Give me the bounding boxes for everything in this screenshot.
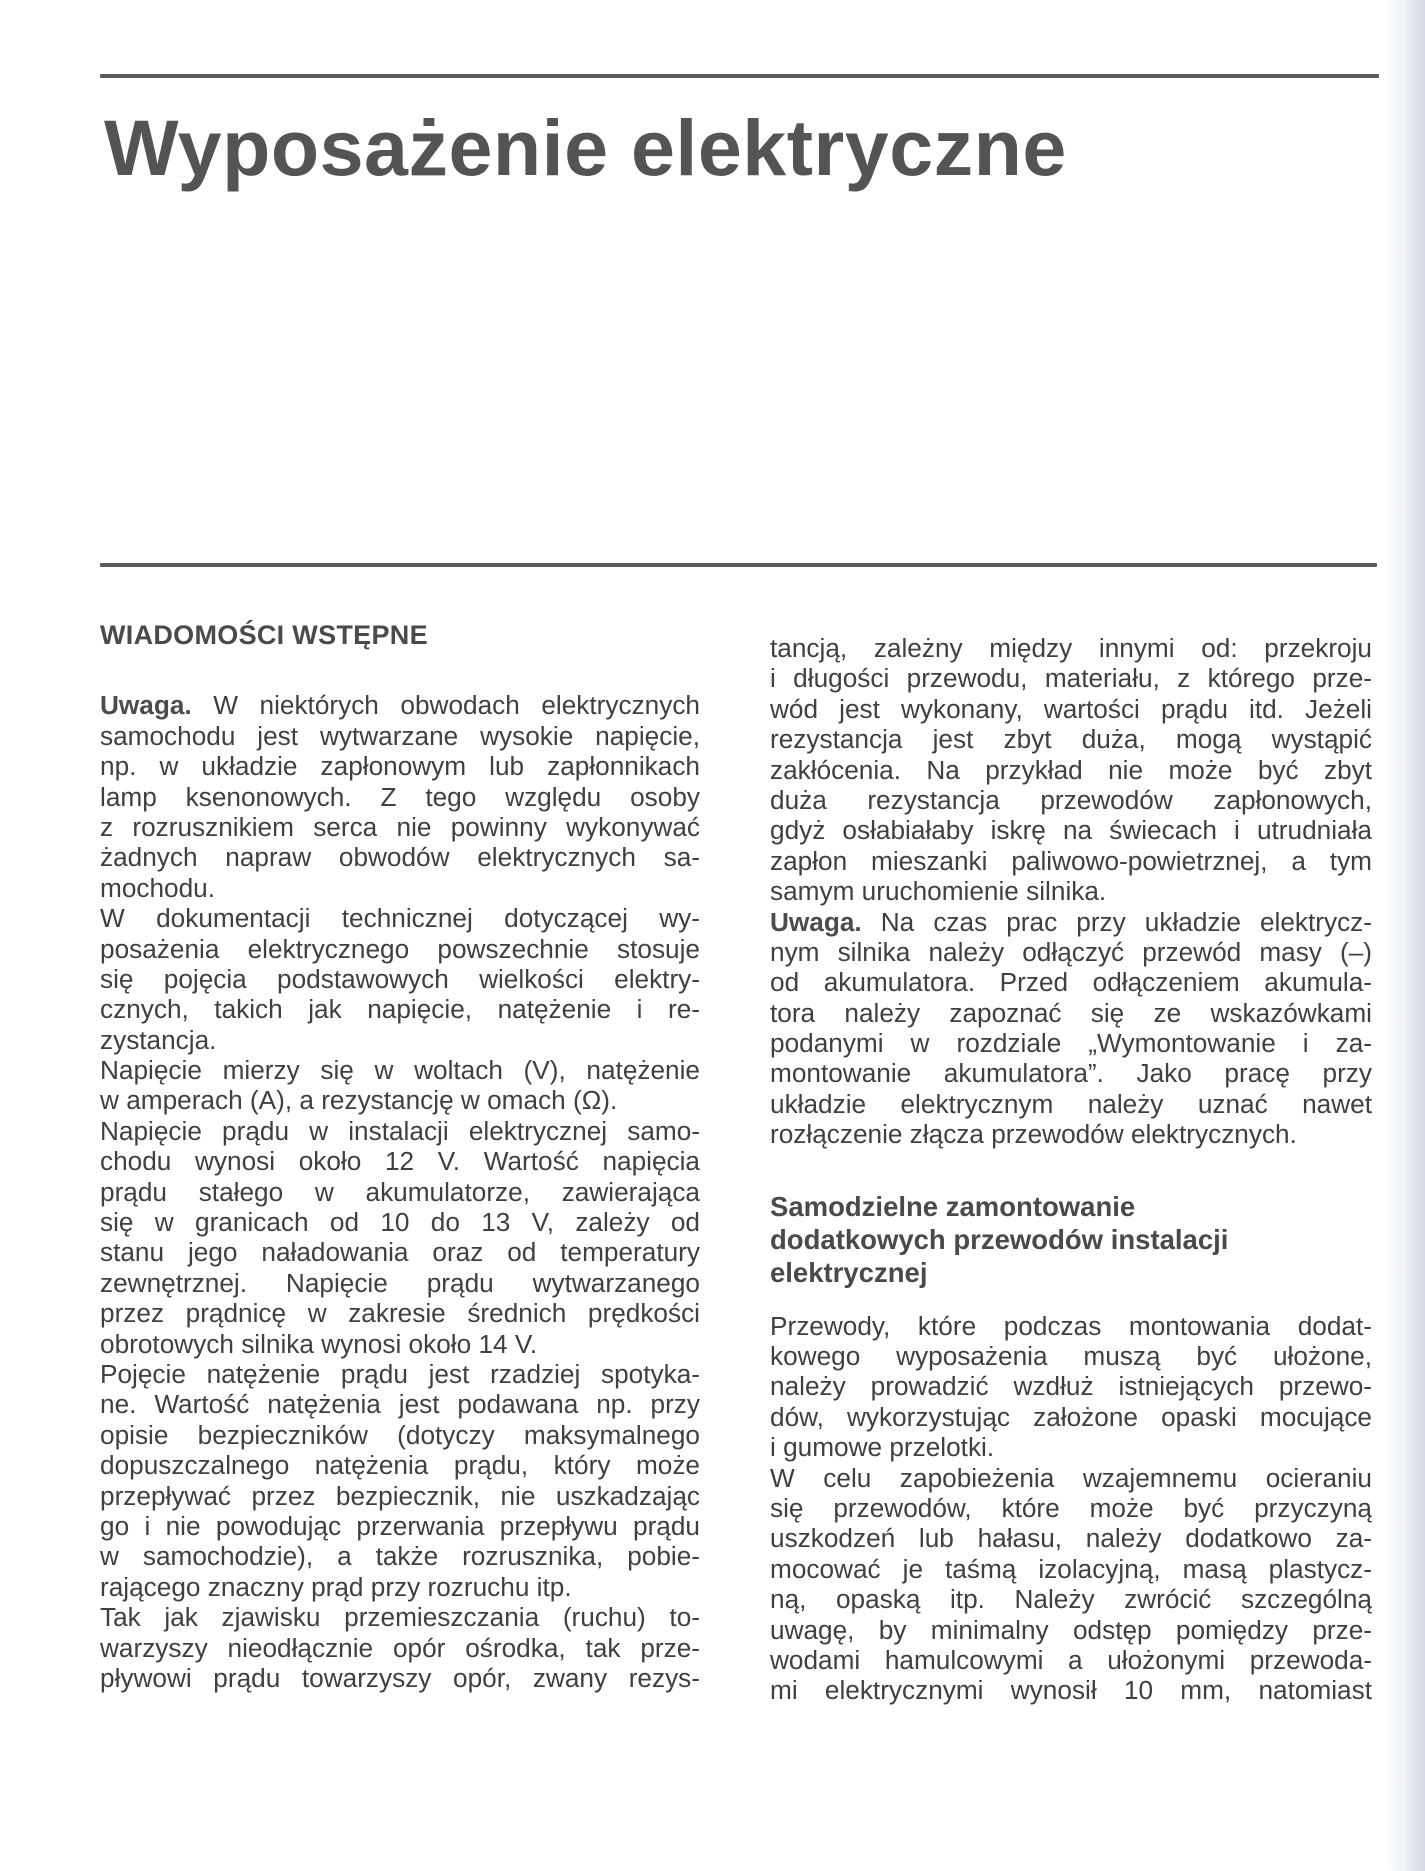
line-text: przepływać przez bezpiecznik, nie uszkadzając xyxy=(100,1480,700,1511)
line-text: żadnych napraw obwodów elektrycznych sa- xyxy=(100,842,700,873)
line-text: tancją, zależny między innymi od: przekroju xyxy=(770,633,1372,663)
warning-label: Uwaga. xyxy=(770,906,862,937)
right-text-column xyxy=(770,633,1372,1706)
line-text: z rozrusznikiem serca nie powinny wykonywać xyxy=(100,811,700,842)
line-text: układzie elektrycznym należy uznać nawet xyxy=(770,1088,1372,1119)
text-line xyxy=(770,633,1372,663)
line-text: warzyszy nieodłącznie opór ośrodka, tak prze- xyxy=(100,1632,700,1663)
section-heading: WIADOMOŚCI WSTĘPNE xyxy=(100,620,428,650)
line-text: W niektórych obwodach elektrycznych xyxy=(191,690,700,721)
line-text: prądu stałego w akumulatorze, zawierająca xyxy=(100,1176,700,1207)
text-line xyxy=(770,724,1372,754)
line-text: zewnętrznej. Napięcie prądu wytwarzanego xyxy=(100,1267,700,1298)
line-text: mi elektrycznymi wynosił 10 mm, natomiast xyxy=(770,1675,1372,1706)
line-text: samym uruchomienie silnika. xyxy=(770,876,1107,907)
text-line xyxy=(770,846,1372,876)
line-text: montowanie akumulatora”. Jako pracę przy xyxy=(770,1058,1372,1089)
text-line xyxy=(770,1523,1372,1553)
text-line xyxy=(770,663,1372,693)
text-line xyxy=(770,1058,1372,1088)
line-text: lamp ksenonowych. Z tego względu osoby xyxy=(100,781,700,812)
line-text: zapłon mieszanki paliwowo-powietrznej, a tym xyxy=(770,845,1372,876)
text-line xyxy=(770,785,1372,815)
line-text: Napięcie mierzy się w woltach (V), natężenie xyxy=(100,1055,700,1086)
line-text: opisie bezpieczników (dotyczy maksymalnego xyxy=(100,1419,700,1450)
subsection-heading-line: dodatkowych przewodów instalacji xyxy=(770,1223,1229,1255)
line-text: duża rezystancja przewodów zapłonowych, xyxy=(770,784,1372,815)
text-line xyxy=(100,1541,700,1571)
text-line xyxy=(770,967,1372,997)
text-line xyxy=(100,1572,700,1602)
text-line xyxy=(770,1371,1372,1401)
line-text: cznych, takich jak napięcie, natężenie i re- xyxy=(100,994,700,1025)
line-text: się pojęcia podstawowych wielkości elektry- xyxy=(100,963,700,994)
text-line xyxy=(770,815,1372,845)
text-line xyxy=(770,1028,1372,1058)
text-line xyxy=(770,1615,1372,1645)
text-line xyxy=(100,1481,700,1511)
warning-line xyxy=(770,907,1372,937)
text-line xyxy=(770,1675,1372,1705)
text-line xyxy=(100,842,700,872)
line-text: i długości przewodu, materiału, z którego prze- xyxy=(770,663,1372,694)
line-text: uwagę, by minimalny odstęp pomiędzy prze- xyxy=(770,1614,1372,1645)
line-text: tora należy zapoznać się ze wskazówkami xyxy=(770,997,1372,1028)
line-text: ną, opaską itp. Należy zwrócić szczególną xyxy=(770,1584,1372,1615)
line-text: dów, wykorzystując założone opaski mocujące xyxy=(770,1401,1372,1432)
left-column-body xyxy=(100,690,700,1693)
text-line xyxy=(100,1268,700,1298)
subsection-heading-line: elektrycznej xyxy=(770,1256,928,1288)
line-text: Na czas prac przy układzie elektrycz- xyxy=(861,906,1372,937)
text-line xyxy=(100,1025,700,1055)
text-line xyxy=(770,876,1372,906)
line-text: w samochodzie), a także rozrusznika, pobie- xyxy=(100,1541,700,1572)
text-line xyxy=(100,994,700,1024)
text-line xyxy=(770,1119,1372,1149)
subsection-heading xyxy=(770,1190,1372,1289)
text-line xyxy=(770,694,1372,724)
text-line xyxy=(100,1207,700,1237)
text-line xyxy=(100,934,700,964)
text-line xyxy=(100,1085,700,1115)
text-line xyxy=(770,1584,1372,1614)
line-text: dopuszczalnego natężenia prądu, który może xyxy=(100,1450,700,1481)
page-gutter-shadow xyxy=(1403,0,1425,1871)
text-line xyxy=(100,1602,700,1632)
line-text: rezystancja jest zbyt duża, mogą wystąpić xyxy=(770,724,1372,755)
line-text: przez prądnicę w zakresie średnich prędkości xyxy=(100,1298,700,1329)
text-line xyxy=(100,751,700,781)
text-line xyxy=(770,1341,1372,1371)
line-text: podanymi w rozdziale „Wymontowanie i za- xyxy=(770,1028,1372,1059)
line-text: go i nie powodując przerwania przepływu prądu xyxy=(100,1510,700,1541)
warning-label: Uwaga. xyxy=(100,690,192,721)
text-line xyxy=(100,782,700,812)
right-column-body-wiring xyxy=(770,1311,1372,1706)
line-text: w amperach (A), a rezystancję w omach (Ω). xyxy=(100,1085,618,1116)
text-line xyxy=(770,1463,1372,1493)
line-text: i gumowe przelotki. xyxy=(770,1432,995,1463)
line-text: należy prowadzić wzdłuż istniejących przewo- xyxy=(770,1371,1372,1402)
text-line xyxy=(770,998,1372,1028)
text-line xyxy=(770,1311,1372,1341)
text-line xyxy=(770,1493,1372,1523)
line-text: W celu zapobieżenia wzajemnemu ocieraniu xyxy=(770,1462,1372,1493)
line-text: np. w układzie zapłonowym lub zapłonnikach xyxy=(100,751,700,782)
line-text: Pojęcie natężenie prądu jest rzadziej spotyka- xyxy=(100,1359,700,1389)
text-line xyxy=(100,1633,700,1663)
top-rule-divider xyxy=(100,74,1379,78)
line-text: pływowi prądu towarzyszy opór, zwany rezys- xyxy=(100,1662,700,1693)
text-line xyxy=(100,1663,700,1693)
line-text: kowego wyposażenia muszą być ułożone, xyxy=(770,1341,1372,1372)
line-text: uszkodzeń lub hałasu, należy dodatkowo za- xyxy=(770,1523,1372,1554)
line-text: się przewodów, które może być przyczyną xyxy=(770,1492,1372,1523)
text-line xyxy=(100,1329,700,1359)
line-text: wód jest wykonany, wartości prądu itd. Jeżeli xyxy=(770,693,1372,724)
line-text: obrotowych silnika wynosi około 14 V. xyxy=(100,1328,538,1359)
line-text: W dokumentacji technicznej dotyczącej wy- xyxy=(100,903,700,934)
text-line xyxy=(100,964,700,994)
subsection-heading-line: Samodzielne zamontowanie xyxy=(770,1190,1136,1222)
line-text: zakłócenia. Na przykład nie może być zbyt xyxy=(770,754,1372,785)
line-text: mochodu. xyxy=(100,872,216,903)
warning-line xyxy=(100,690,700,720)
text-line xyxy=(100,1116,700,1146)
line-text: gdyż osłabiałaby iskrę na świecach i utrudniała xyxy=(770,815,1372,846)
text-line xyxy=(100,903,700,933)
section-rule-divider xyxy=(100,563,1377,567)
text-line xyxy=(100,1177,700,1207)
text-line xyxy=(100,1450,700,1480)
text-line xyxy=(100,1146,700,1176)
line-text: posażenia elektrycznego powszechnie stosuje xyxy=(100,933,700,964)
line-text: chodu wynosi około 12 V. Wartość napięcia xyxy=(100,1146,700,1177)
right-column-body-intro xyxy=(770,633,1372,1150)
line-text: stanu jego naładowania oraz od temperatury xyxy=(100,1237,700,1268)
text-line xyxy=(770,1402,1372,1432)
line-text: rozłączenie złącza przewodów elektrycznych. xyxy=(770,1119,1297,1150)
text-line xyxy=(100,1237,700,1267)
text-line xyxy=(100,1359,700,1389)
line-text: rającego znaczny prąd przy rozruchu itp. xyxy=(100,1571,572,1602)
text-line xyxy=(100,812,700,842)
line-text: mocować je taśmą izolacyjną, masą plastycz- xyxy=(770,1553,1372,1584)
line-text: nym silnika należy odłączyć przewód masy (–) xyxy=(770,936,1372,967)
left-text-column xyxy=(100,620,700,1693)
text-line xyxy=(770,1432,1372,1462)
chapter-title: Wyposażenie elektryczne xyxy=(104,103,1067,192)
line-text: samochodu jest wytwarzane wysokie napięcie, xyxy=(100,720,700,751)
line-text: ne. Wartość natężenia jest podawana np. przy xyxy=(100,1389,700,1420)
text-line xyxy=(770,755,1372,785)
line-text: wodami hamulcowymi a ułożonymi przewoda- xyxy=(770,1644,1372,1675)
line-text: Przewody, które podczas montowania dodat- xyxy=(770,1310,1372,1341)
text-line xyxy=(100,873,700,903)
line-text: zystancja. xyxy=(100,1024,217,1055)
line-text: się w granicach od 10 do 13 V, zależy od xyxy=(100,1207,700,1238)
text-line xyxy=(100,721,700,751)
line-text: Tak jak zjawisku przemieszczania (ruchu) to- xyxy=(100,1602,700,1633)
text-line xyxy=(100,1420,700,1450)
text-line xyxy=(770,1645,1372,1675)
text-line xyxy=(770,1089,1372,1119)
text-line xyxy=(100,1298,700,1328)
line-text: od akumulatora. Przed odłączeniem akumula- xyxy=(770,967,1372,998)
text-line xyxy=(770,1554,1372,1584)
text-line xyxy=(100,1055,700,1085)
line-text: Napięcie prądu w instalacji elektrycznej samo- xyxy=(100,1115,700,1146)
text-line xyxy=(770,937,1372,967)
text-line xyxy=(100,1511,700,1541)
text-line xyxy=(100,1389,700,1419)
